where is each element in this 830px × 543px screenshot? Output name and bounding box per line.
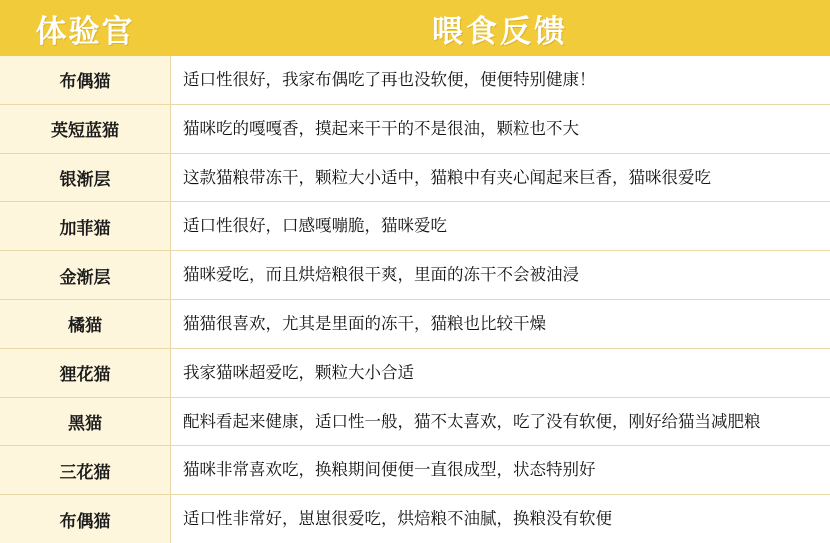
cell-feedback-text: [170, 251, 830, 299]
cell-feedback-text: [170, 398, 830, 446]
feedback-text: 猫猫很喜欢，尤其是里面的冻干，猫粮也比较干燥: [183, 313, 546, 333]
feedback-text: 配料看起来健康，适口性一般，猫不太喜欢，吃了没有软便，刚好给猫当减肥粮: [183, 411, 761, 431]
cell-feedback-text: [170, 154, 830, 202]
feedback-text: 猫咪非常喜欢吃，换粮期间便便一直很成型，状态特别好: [183, 460, 596, 480]
cell-experiencer-name: 黑猫: [0, 398, 170, 446]
feedback-text: 这款猫粮带冻干，颗粒大小适中，猫粮中有夹心闻起来巨香，猫咪很爱吃: [183, 167, 711, 187]
cell-feedback-text: [170, 202, 830, 250]
cell-feedback-text: [170, 300, 830, 348]
feedback-text: 适口性非常好，崽崽很爱吃，烘焙粮不油腻，换粮没有软便: [183, 509, 612, 529]
feedback-text: 适口性很好，口感嘎嘣脆，猫咪爱吃: [183, 216, 447, 236]
cell-feedback-text: [170, 446, 830, 494]
cell-experiencer-name: 英短蓝猫: [0, 105, 170, 153]
feedback-text: 猫咪爱吃，而且烘焙粮很干爽，里面的冻干不会被油浸: [183, 265, 579, 285]
table-row: [0, 153, 830, 202]
cell-feedback-text: [170, 349, 830, 397]
feedback-text: 适口性很好，我家布偶吃了再也没软便，便便特别健康！: [183, 69, 596, 89]
table-row: [0, 56, 830, 104]
cell-feedback-text: [170, 495, 830, 543]
table-row: [0, 299, 830, 348]
table-row: [0, 348, 830, 397]
feedback-text: 我家猫咪超爱吃，颗粒大小合适: [183, 362, 414, 382]
table-body: [0, 56, 830, 543]
cell-experiencer-name: 三花猫: [0, 446, 170, 494]
cell-feedback-text: [170, 105, 830, 153]
cell-experiencer-name: 布偶猫: [0, 56, 170, 104]
table-row: [0, 201, 830, 250]
header-cell-feedback: 喂食反馈: [432, 13, 568, 49]
cell-experiencer-name: 银渐层: [0, 154, 170, 202]
table-row: [0, 104, 830, 153]
feedback-text: 猫咪吃的嘎嘎香，摸起来干干的不是很油，颗粒也不大: [183, 118, 579, 138]
table-header-row: [0, 0, 830, 56]
cell-feedback-text: [170, 56, 830, 104]
cell-experiencer-name: 布偶猫: [0, 495, 170, 543]
header-cell-experiencer: 体验官: [35, 13, 135, 49]
table-row: [0, 397, 830, 446]
cell-experiencer-name: 狸花猫: [0, 349, 170, 397]
cell-experiencer-name: 金渐层: [0, 251, 170, 299]
table-row: [0, 494, 830, 543]
cell-experiencer-name: 加菲猫: [0, 202, 170, 250]
table-row: [0, 250, 830, 299]
table-row: [0, 445, 830, 494]
cell-experiencer-name: 橘猫: [0, 300, 170, 348]
